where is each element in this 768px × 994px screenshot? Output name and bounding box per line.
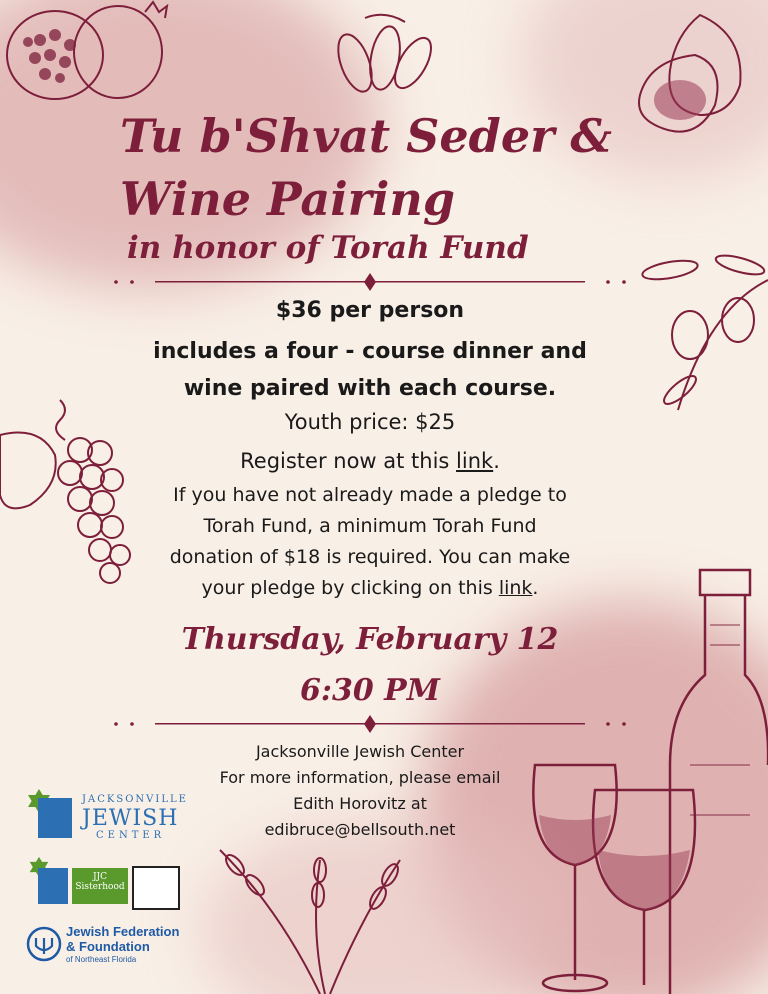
price-text: $36 per person [275,298,465,323]
federation-logo [26,924,196,974]
register-link[interactable]: link [456,449,494,473]
pledge-link[interactable]: link [498,577,533,599]
fig-icon [620,5,760,150]
sisterhood-badge-line2: Sisterhood [75,882,125,892]
sisterhood-badge [72,868,128,904]
pledge-prefix: your pledge by clicking on this [201,577,499,599]
pledge-line-2: Torah Fund, a minimum Torah Fund [203,515,537,537]
contact-name: Edith Horovitz at [293,794,427,813]
wheat-icon [200,830,440,994]
includes-line-2: wine paired with each course. [183,376,557,401]
title-line-2: Wine Pairing [120,172,456,226]
register-prefix: Register now at this [240,449,457,473]
wine-glass-icon [525,755,715,994]
federation-line-1: Jewish Federation [66,924,180,939]
contact-email[interactable]: edibruce@bellsouth.net [264,820,456,839]
event-time: 6:30 PM [300,673,440,708]
pledge-suffix: . [532,577,539,599]
torah-fund-logo [132,866,180,910]
includes-line-1: includes a four - course dinner and [153,339,587,364]
menorah-icon [38,868,68,904]
pledge-line-4 [0,577,740,599]
jjc-logo-mid: JEWISH [82,806,179,831]
contact-org: Jacksonville Jewish Center [255,742,465,761]
divider-top [110,272,630,292]
jjc-logo [26,788,186,848]
jjc-logo-bottom: CENTER [96,830,166,841]
youth-price: Youth price: $25 [284,410,456,434]
title-line-1: Tu b'Shvat Seder & [120,109,612,163]
pomegranate-icon [0,0,180,110]
title-line-3: in honor of Torah Fund [127,230,529,266]
divider-bottom [110,714,630,734]
sisterhood-badge-line1: JJC [92,872,108,882]
federation-line-3: of Northeast Florida [66,955,137,964]
menorah-icon [38,798,72,838]
jjc-logo-top: JACKSONVILLE [82,794,188,805]
sisterhood-logo [28,856,178,911]
federation-line-2: & Foundation [66,939,150,954]
register-suffix: . [493,449,500,473]
menorah-icon [26,926,62,962]
event-date: Thursday, February 12 [181,622,559,657]
register-line [0,449,740,473]
dates-icon [325,8,445,108]
pledge-line-1: If you have not already made a pledge to [173,484,567,506]
contact-info-line: For more information, please email [219,768,501,787]
pledge-line-3: donation of $18 is required. You can make [169,546,571,568]
